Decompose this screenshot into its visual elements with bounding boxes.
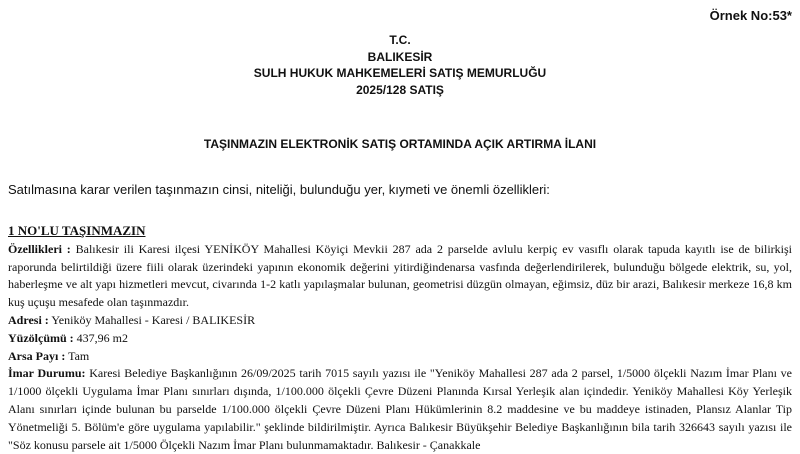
features-paragraph — [8, 241, 792, 312]
land-share-paragraph — [8, 348, 792, 366]
address-paragraph — [8, 312, 792, 330]
header-line-tc: T.C. — [389, 33, 411, 47]
area-text: 437,96 m2 — [73, 330, 129, 345]
section-title: 1 NO'LU TAŞINMAZIN — [8, 223, 146, 238]
features-label: Özellikleri : — [8, 241, 71, 256]
example-number: Örnek No:53* — [709, 8, 792, 23]
zoning-text: Karesi Belediye Başkanlığının 26/09/2025 tarih 7015 sayılı yazısı ile "Yeniköy Mahallesi 287 ada 2 parsel, 1/5000 ölçekli Nazım İmar Planı ve 1/1000 ölçekli Uygulama İmar Planı sınırları dışında, 1/100.000 ölçekli Çevre Düzeni Planında Kırsal Yerleşik alan içindedir. Yeniköy Mahallesi Köy Yerleşik Alanı sınırları içinde bulunan bu parselde 1/100.000 ölçekli Çevre Düzeni Planı Hükümlerinin 8.2 maddesine ve bu maddeye istinaden, Plansız Alanlar Tip Yönetmeliği 5. Bölüm'e göre uygulama yapılabilir." şeklinde bildirilmiştir. Ayrıca Balıkesir Büyükşehir Belediye Başkanlığının bila tarih 326643 sayılı yazısı ile "Söz konusu parsele ait 1/5000 Ölçekli Nazım İmar Planı bulunmamaktadır. Balıkesir - Çanakkale — [8, 366, 793, 452]
land-share-text: Tam — [65, 348, 90, 363]
zoning-label: İmar Durumu: — [8, 366, 86, 381]
header-line-case-number: 2025/128 SATIŞ — [356, 82, 444, 97]
land-share-label: Arsa Payı : — [8, 348, 66, 363]
features-text: Balıkesir ili Karesi ilçesi YENİKÖY Mahallesi Köyiçi Mevkii 287 ada 2 parselde avlulu kerpiç ev vasıflı olarak tapuda kayıtlı ise de bilirkişi raporunda belirtildiği üzere fiili olarak üzerindeki yapının ekonomik değerini yitirdiğindenarsa vasfında değerlendirilerek, bulunduğu bölgede elektrik, su, yol, haberleşme ve alt yapı hizmetleri mevcut, civarında 1-2 katlı yapılaşmalar bulunan, geometrisi düzgün olmayan, eğimsiz, düz bir arazi, Balıkesir merkeze 16,8 km kuş uçuşu mesafede olan taşınmazdır. — [8, 241, 792, 310]
document-title: TAŞINMAZIN ELEKTRONİK SATIŞ ORTAMINDA AÇIK ARTIRMA İLANI — [203, 137, 597, 151]
header-line-office: SULH HUKUK MAHKEMELERİ SATIŞ MEMURLUĞU — [253, 66, 547, 80]
document-header — [0, 32, 800, 98]
address-label: Adresi : — [8, 312, 49, 327]
zoning-paragraph — [8, 365, 792, 454]
address-text: Yeniköy Mahallesi - Karesi / BALIKESİR — [48, 312, 256, 327]
property-section — [8, 222, 792, 454]
header-line-city: BALIKESİR — [367, 49, 433, 64]
area-label: Yüzölçümü : — [8, 330, 74, 345]
intro-text: Satılmasına karar verilen taşınmazın cinsi, niteliği, bulunduğu yer, kıymeti ve önemli özellikleri: — [8, 182, 550, 197]
area-paragraph — [8, 330, 792, 348]
